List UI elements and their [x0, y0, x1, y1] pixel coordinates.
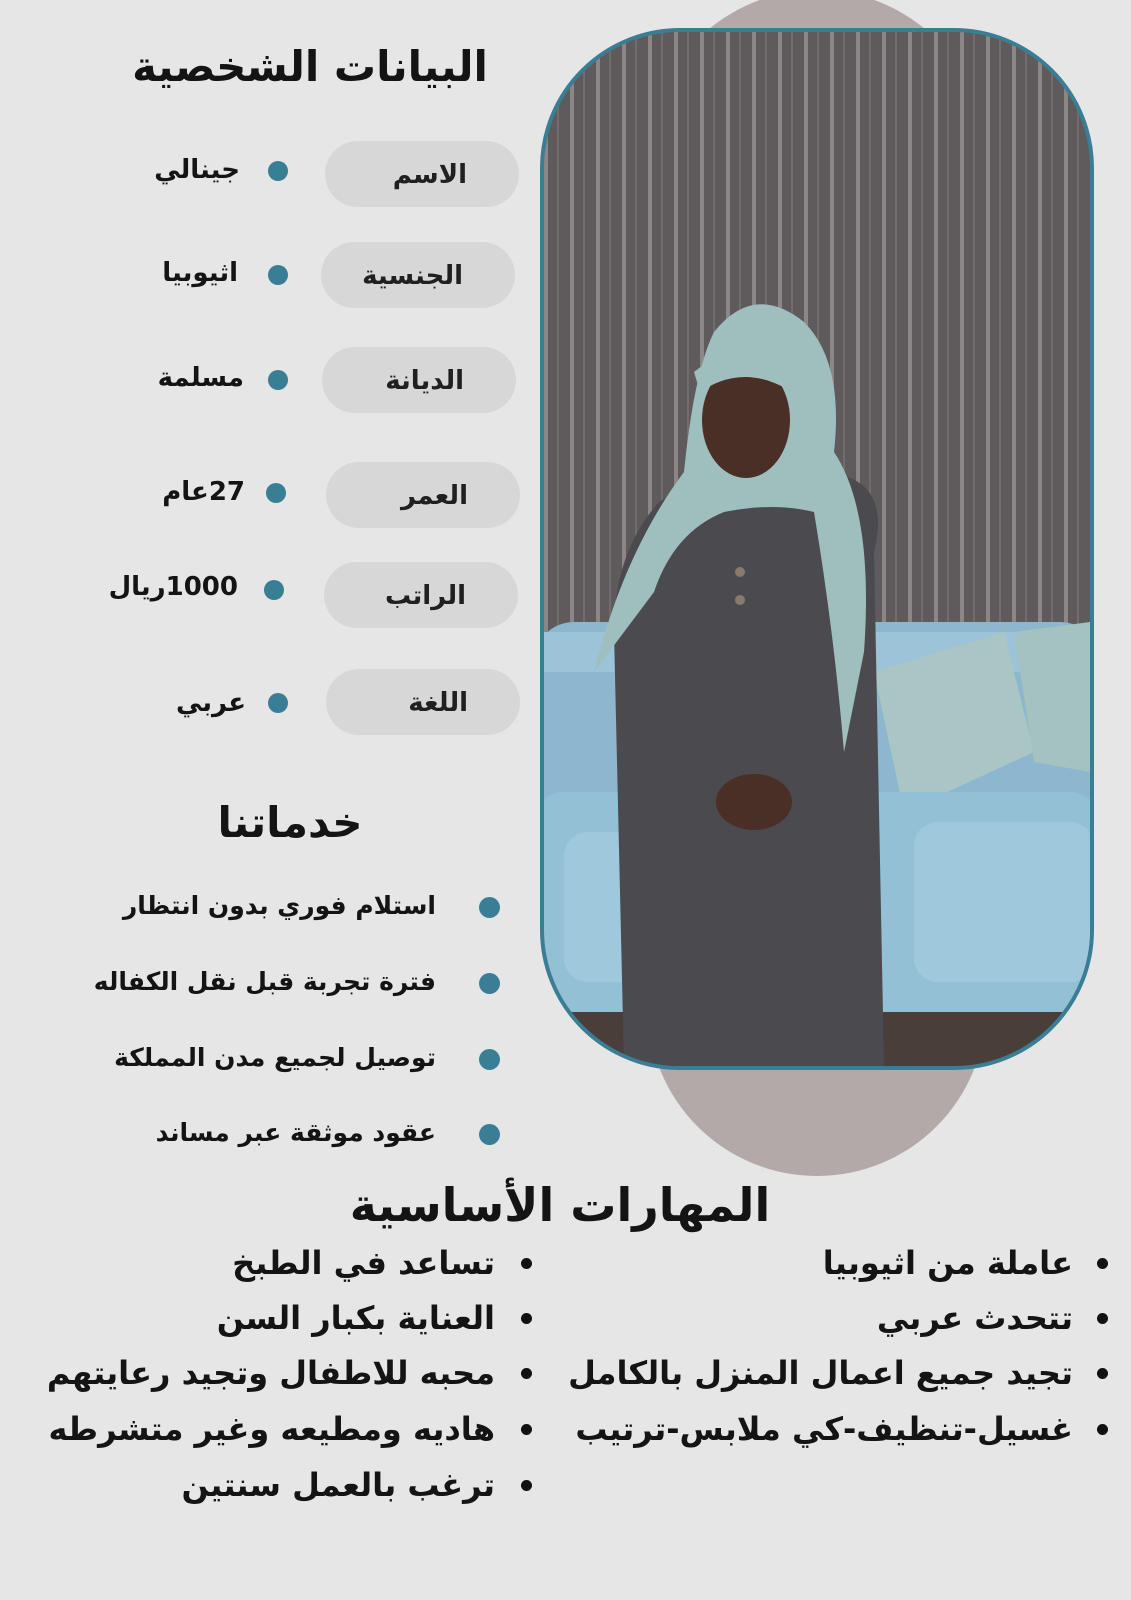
personal-data-title: البيانات الشخصية [132, 42, 488, 91]
skill-item: تجيد جميع اعمال المنزل بالكامل [568, 1354, 1073, 1392]
skill-bullet [1097, 1424, 1108, 1435]
name-bullet [268, 161, 288, 181]
language-bullet [268, 693, 288, 713]
service-bullet [479, 897, 500, 918]
religion-label: الديانة [322, 347, 516, 413]
service-item: فترة تجربة قبل نقل الكفاله [93, 967, 436, 996]
skill-bullet [521, 1258, 532, 1269]
skill-bullet [521, 1480, 532, 1491]
nationality-label: الجنسية [321, 242, 515, 308]
skill-item: تساعد في الطبخ [232, 1244, 495, 1282]
salary-label: الراتب [324, 562, 518, 628]
skill-item: محبه للاطفال وتجيد رعايتهم [46, 1354, 495, 1392]
skill-item: هاديه ومطيعه وغير متشرطه [48, 1410, 495, 1448]
nationality-bullet [268, 265, 288, 285]
skill-bullet [521, 1368, 532, 1379]
salary-value: 1000ريال [108, 572, 238, 602]
service-bullet [479, 973, 500, 994]
salary-bullet [264, 580, 284, 600]
skill-item: عاملة من اثيوبيا [822, 1244, 1073, 1282]
service-item: استلام فوري بدون انتظار [122, 891, 436, 920]
service-bullet [479, 1124, 500, 1145]
age-label: العمر [326, 462, 520, 528]
service-item: عقود موثقة عبر مساند [155, 1118, 436, 1147]
skill-bullet [1097, 1258, 1108, 1269]
skill-item: غسيل-تنظيف-كي ملابس-ترتيب [575, 1410, 1073, 1448]
age-value: 27عام [162, 477, 245, 507]
religion-value: مسلمة [157, 363, 244, 393]
worker-photo [540, 28, 1094, 1070]
skills-title: المهارات الأساسية [349, 1178, 771, 1232]
skill-item: تتحدث عربي [876, 1299, 1073, 1337]
service-bullet [479, 1049, 500, 1070]
age-bullet [266, 483, 286, 503]
religion-bullet [268, 370, 288, 390]
skill-bullet [1097, 1368, 1108, 1379]
skill-item: ترغب بالعمل سنتين [181, 1466, 495, 1504]
skill-bullet [521, 1424, 532, 1435]
name-label: الاسم [325, 141, 519, 207]
services-title: خدماتنا [217, 798, 363, 847]
nationality-value: اثيوبيا [162, 258, 238, 288]
skill-bullet [521, 1313, 532, 1324]
service-item: توصيل لجميع مدن المملكة [114, 1043, 436, 1072]
worker-photo-illustration [544, 32, 1090, 1066]
language-label: اللغة [326, 669, 520, 735]
name-value: جينالي [154, 155, 240, 185]
skill-bullet [1097, 1313, 1108, 1324]
language-value: عربي [175, 688, 246, 718]
skill-item: العناية بكبار السن [216, 1299, 495, 1337]
